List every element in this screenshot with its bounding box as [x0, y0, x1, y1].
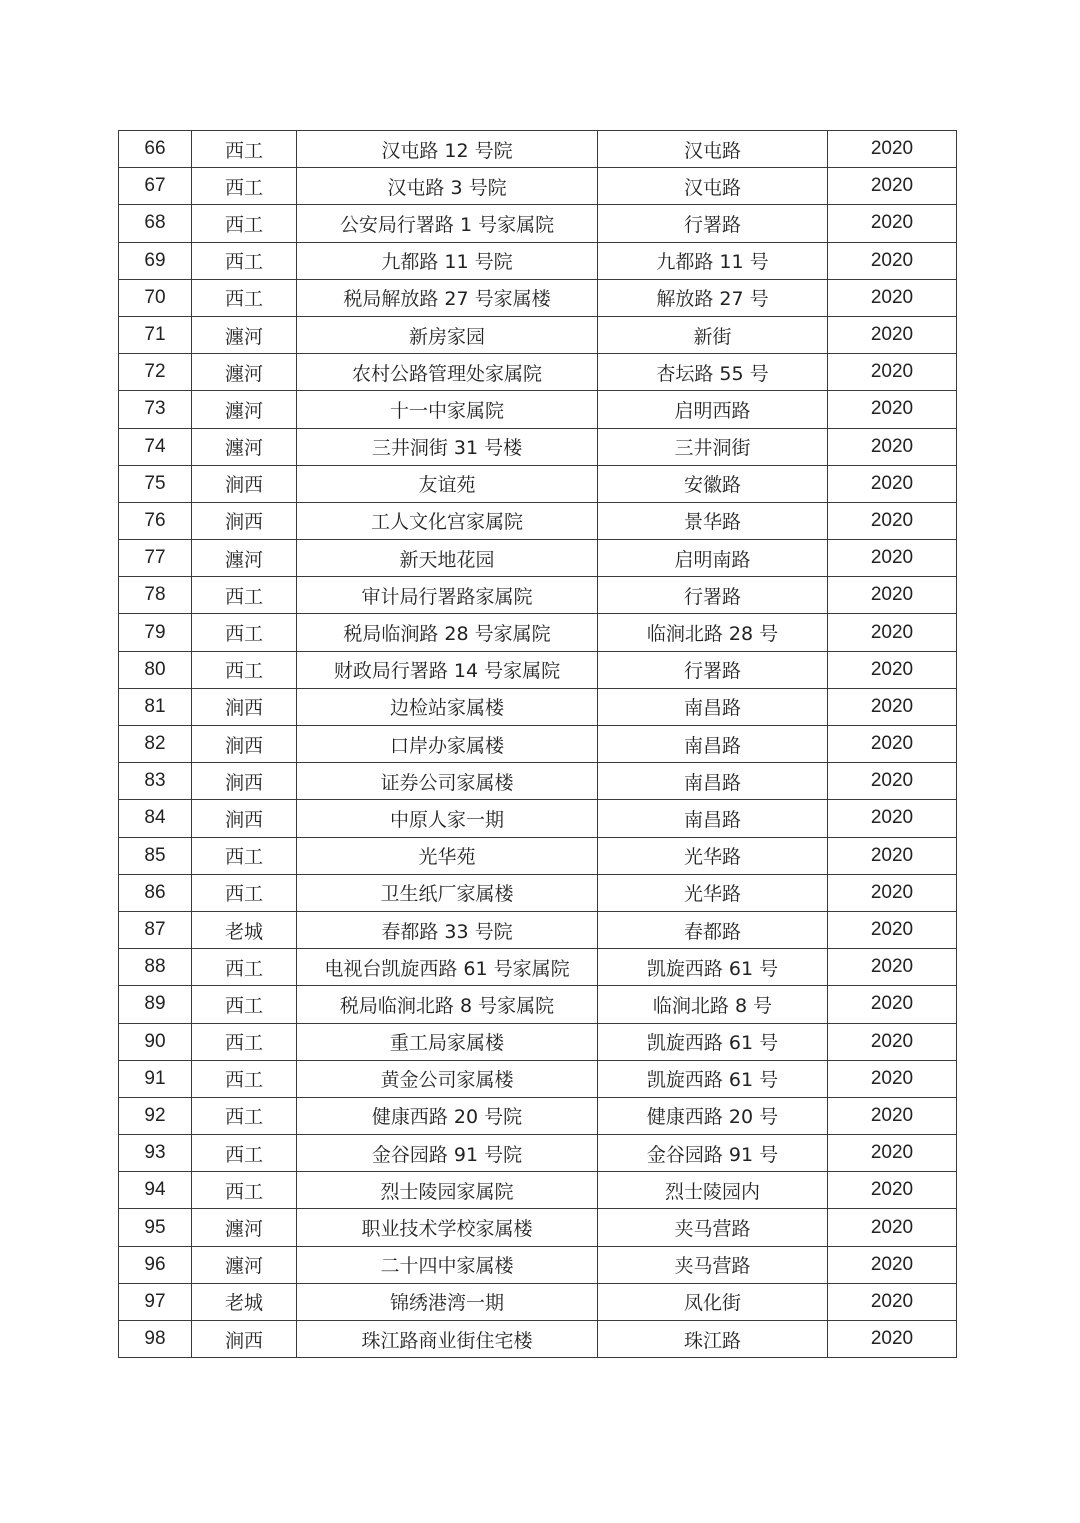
year-cell: 2020: [828, 391, 957, 428]
table-row: [119, 1209, 957, 1246]
table-row: [119, 168, 957, 205]
year-cell: 2020: [828, 205, 957, 242]
table-row: [119, 577, 957, 614]
district-cell: 西工: [192, 986, 297, 1023]
row-number-cell: 81: [119, 688, 192, 725]
year-cell: 2020: [828, 1060, 957, 1097]
year-cell: 2020: [828, 1135, 957, 1172]
district-cell: 老城: [192, 911, 297, 948]
community-name-cell: 新房家园: [297, 316, 598, 353]
district-cell: 西工: [192, 949, 297, 986]
table-row: [119, 502, 957, 539]
year-cell: 2020: [828, 131, 957, 168]
road-cell: 临涧北路 28 号: [598, 614, 828, 651]
road-cell: 南昌路: [598, 800, 828, 837]
year-cell: 2020: [828, 949, 957, 986]
table-row: [119, 874, 957, 911]
road-cell: 夹马营路: [598, 1246, 828, 1283]
table-row: [119, 726, 957, 763]
district-cell: 老城: [192, 1283, 297, 1320]
road-cell: 汉屯路: [598, 168, 828, 205]
road-cell: 南昌路: [598, 726, 828, 763]
district-cell: 西工: [192, 614, 297, 651]
year-cell: 2020: [828, 763, 957, 800]
row-number-cell: 66: [119, 131, 192, 168]
row-number-cell: 76: [119, 502, 192, 539]
row-number-cell: 78: [119, 577, 192, 614]
community-name-cell: 农村公路管理处家属院: [297, 354, 598, 391]
community-name-cell: 汉屯路 3 号院: [297, 168, 598, 205]
road-cell: 三井洞街: [598, 428, 828, 465]
community-name-cell: 公安局行署路 1 号家属院: [297, 205, 598, 242]
year-cell: 2020: [828, 354, 957, 391]
table-row: [119, 391, 957, 428]
community-name-cell: 九都路 11 号院: [297, 242, 598, 279]
year-cell: 2020: [828, 688, 957, 725]
row-number-cell: 87: [119, 911, 192, 948]
community-name-cell: 职业技术学校家属楼: [297, 1209, 598, 1246]
year-cell: 2020: [828, 242, 957, 279]
community-name-cell: 口岸办家属楼: [297, 726, 598, 763]
community-table: [118, 130, 957, 1358]
community-name-cell: 证券公司家属楼: [297, 763, 598, 800]
year-cell: 2020: [828, 1097, 957, 1134]
row-number-cell: 98: [119, 1321, 192, 1358]
road-cell: 景华路: [598, 502, 828, 539]
community-name-cell: 税局临涧路 28 号家属院: [297, 614, 598, 651]
district-cell: 西工: [192, 242, 297, 279]
row-number-cell: 75: [119, 465, 192, 502]
table-row: [119, 1172, 957, 1209]
row-number-cell: 67: [119, 168, 192, 205]
year-cell: 2020: [828, 1283, 957, 1320]
district-cell: 瀍河: [192, 316, 297, 353]
year-cell: 2020: [828, 577, 957, 614]
district-cell: 瀍河: [192, 428, 297, 465]
row-number-cell: 72: [119, 354, 192, 391]
road-cell: 启明西路: [598, 391, 828, 428]
road-cell: 凯旋西路 61 号: [598, 949, 828, 986]
row-number-cell: 86: [119, 874, 192, 911]
year-cell: 2020: [828, 1246, 957, 1283]
table-row: [119, 1135, 957, 1172]
year-cell: 2020: [828, 502, 957, 539]
year-cell: 2020: [828, 726, 957, 763]
year-cell: 2020: [828, 1321, 957, 1358]
district-cell: 西工: [192, 651, 297, 688]
year-cell: 2020: [828, 279, 957, 316]
district-cell: 瀍河: [192, 1209, 297, 1246]
table-row: [119, 949, 957, 986]
table-row: [119, 316, 957, 353]
community-name-cell: 税局临涧北路 8 号家属院: [297, 986, 598, 1023]
year-cell: 2020: [828, 1023, 957, 1060]
row-number-cell: 84: [119, 800, 192, 837]
community-name-cell: 边检站家属楼: [297, 688, 598, 725]
road-cell: 九都路 11 号: [598, 242, 828, 279]
district-cell: 涧西: [192, 465, 297, 502]
row-number-cell: 92: [119, 1097, 192, 1134]
road-cell: 金谷园路 91 号: [598, 1135, 828, 1172]
row-number-cell: 85: [119, 837, 192, 874]
road-cell: 解放路 27 号: [598, 279, 828, 316]
community-name-cell: 三井洞街 31 号楼: [297, 428, 598, 465]
row-number-cell: 82: [119, 726, 192, 763]
table-row: [119, 1097, 957, 1134]
year-cell: 2020: [828, 986, 957, 1023]
road-cell: 启明南路: [598, 540, 828, 577]
table-row: [119, 688, 957, 725]
year-cell: 2020: [828, 651, 957, 688]
road-cell: 凯旋西路 61 号: [598, 1023, 828, 1060]
district-cell: 西工: [192, 1097, 297, 1134]
row-number-cell: 68: [119, 205, 192, 242]
road-cell: 安徽路: [598, 465, 828, 502]
road-cell: 杏坛路 55 号: [598, 354, 828, 391]
table-row: [119, 1060, 957, 1097]
table-row: [119, 614, 957, 651]
table-row: [119, 279, 957, 316]
district-cell: 西工: [192, 837, 297, 874]
table-row: [119, 1321, 957, 1358]
community-name-cell: 财政局行署路 14 号家属院: [297, 651, 598, 688]
community-name-cell: 春都路 33 号院: [297, 911, 598, 948]
community-name-cell: 健康西路 20 号院: [297, 1097, 598, 1134]
row-number-cell: 79: [119, 614, 192, 651]
row-number-cell: 89: [119, 986, 192, 1023]
road-cell: 珠江路: [598, 1321, 828, 1358]
table-row: [119, 465, 957, 502]
year-cell: 2020: [828, 837, 957, 874]
table-row: [119, 354, 957, 391]
row-number-cell: 83: [119, 763, 192, 800]
road-cell: 凤化街: [598, 1283, 828, 1320]
district-cell: 西工: [192, 131, 297, 168]
community-name-cell: 重工局家属楼: [297, 1023, 598, 1060]
district-cell: 瀍河: [192, 391, 297, 428]
community-name-cell: 新天地花园: [297, 540, 598, 577]
district-cell: 瀍河: [192, 540, 297, 577]
community-name-cell: 工人文化宫家属院: [297, 502, 598, 539]
row-number-cell: 71: [119, 316, 192, 353]
road-cell: 春都路: [598, 911, 828, 948]
community-name-cell: 二十四中家属楼: [297, 1246, 598, 1283]
district-cell: 西工: [192, 168, 297, 205]
community-name-cell: 光华苑: [297, 837, 598, 874]
district-cell: 瀍河: [192, 1246, 297, 1283]
row-number-cell: 93: [119, 1135, 192, 1172]
community-name-cell: 友谊苑: [297, 465, 598, 502]
district-cell: 涧西: [192, 1321, 297, 1358]
year-cell: 2020: [828, 465, 957, 502]
row-number-cell: 91: [119, 1060, 192, 1097]
road-cell: 光华路: [598, 874, 828, 911]
table-row: [119, 800, 957, 837]
community-name-cell: 金谷园路 91 号院: [297, 1135, 598, 1172]
year-cell: 2020: [828, 800, 957, 837]
year-cell: 2020: [828, 874, 957, 911]
year-cell: 2020: [828, 428, 957, 465]
table-row: [119, 1023, 957, 1060]
road-cell: 南昌路: [598, 763, 828, 800]
table-row: [119, 1283, 957, 1320]
district-cell: 涧西: [192, 800, 297, 837]
district-cell: 西工: [192, 279, 297, 316]
row-number-cell: 94: [119, 1172, 192, 1209]
community-name-cell: 十一中家属院: [297, 391, 598, 428]
community-name-cell: 黄金公司家属楼: [297, 1060, 598, 1097]
community-name-cell: 汉屯路 12 号院: [297, 131, 598, 168]
district-cell: 西工: [192, 205, 297, 242]
table-row: [119, 651, 957, 688]
row-number-cell: 73: [119, 391, 192, 428]
district-cell: 西工: [192, 874, 297, 911]
road-cell: 临涧北路 8 号: [598, 986, 828, 1023]
table-row: [119, 131, 957, 168]
road-cell: 健康西路 20 号: [598, 1097, 828, 1134]
table-body: [119, 131, 957, 1358]
row-number-cell: 96: [119, 1246, 192, 1283]
row-number-cell: 74: [119, 428, 192, 465]
community-name-cell: 电视台凯旋西路 61 号家属院: [297, 949, 598, 986]
year-cell: 2020: [828, 540, 957, 577]
road-cell: 夹马营路: [598, 1209, 828, 1246]
row-number-cell: 69: [119, 242, 192, 279]
community-name-cell: 珠江路商业街住宅楼: [297, 1321, 598, 1358]
row-number-cell: 80: [119, 651, 192, 688]
year-cell: 2020: [828, 1172, 957, 1209]
road-cell: 汉屯路: [598, 131, 828, 168]
road-cell: 行署路: [598, 651, 828, 688]
table-row: [119, 986, 957, 1023]
year-cell: 2020: [828, 1209, 957, 1246]
district-cell: 涧西: [192, 502, 297, 539]
road-cell: 凯旋西路 61 号: [598, 1060, 828, 1097]
road-cell: 烈士陵园内: [598, 1172, 828, 1209]
district-cell: 西工: [192, 1060, 297, 1097]
district-cell: 西工: [192, 1023, 297, 1060]
table-row: [119, 1246, 957, 1283]
district-cell: 西工: [192, 1172, 297, 1209]
road-cell: 光华路: [598, 837, 828, 874]
year-cell: 2020: [828, 911, 957, 948]
community-name-cell: 中原人家一期: [297, 800, 598, 837]
community-name-cell: 税局解放路 27 号家属楼: [297, 279, 598, 316]
table-row: [119, 242, 957, 279]
row-number-cell: 97: [119, 1283, 192, 1320]
community-name-cell: 烈士陵园家属院: [297, 1172, 598, 1209]
road-cell: 新街: [598, 316, 828, 353]
year-cell: 2020: [828, 168, 957, 205]
community-name-cell: 锦绣港湾一期: [297, 1283, 598, 1320]
road-cell: 行署路: [598, 577, 828, 614]
road-cell: 行署路: [598, 205, 828, 242]
table-row: [119, 837, 957, 874]
row-number-cell: 88: [119, 949, 192, 986]
district-cell: 涧西: [192, 763, 297, 800]
district-cell: 涧西: [192, 688, 297, 725]
table-row: [119, 205, 957, 242]
district-cell: 瀍河: [192, 354, 297, 391]
district-cell: 涧西: [192, 726, 297, 763]
table-row: [119, 911, 957, 948]
district-cell: 西工: [192, 577, 297, 614]
year-cell: 2020: [828, 614, 957, 651]
district-cell: 西工: [192, 1135, 297, 1172]
row-number-cell: 95: [119, 1209, 192, 1246]
community-name-cell: 卫生纸厂家属楼: [297, 874, 598, 911]
road-cell: 南昌路: [598, 688, 828, 725]
year-cell: 2020: [828, 316, 957, 353]
row-number-cell: 77: [119, 540, 192, 577]
community-name-cell: 审计局行署路家属院: [297, 577, 598, 614]
table-row: [119, 428, 957, 465]
table-row: [119, 763, 957, 800]
row-number-cell: 70: [119, 279, 192, 316]
row-number-cell: 90: [119, 1023, 192, 1060]
table-row: [119, 540, 957, 577]
